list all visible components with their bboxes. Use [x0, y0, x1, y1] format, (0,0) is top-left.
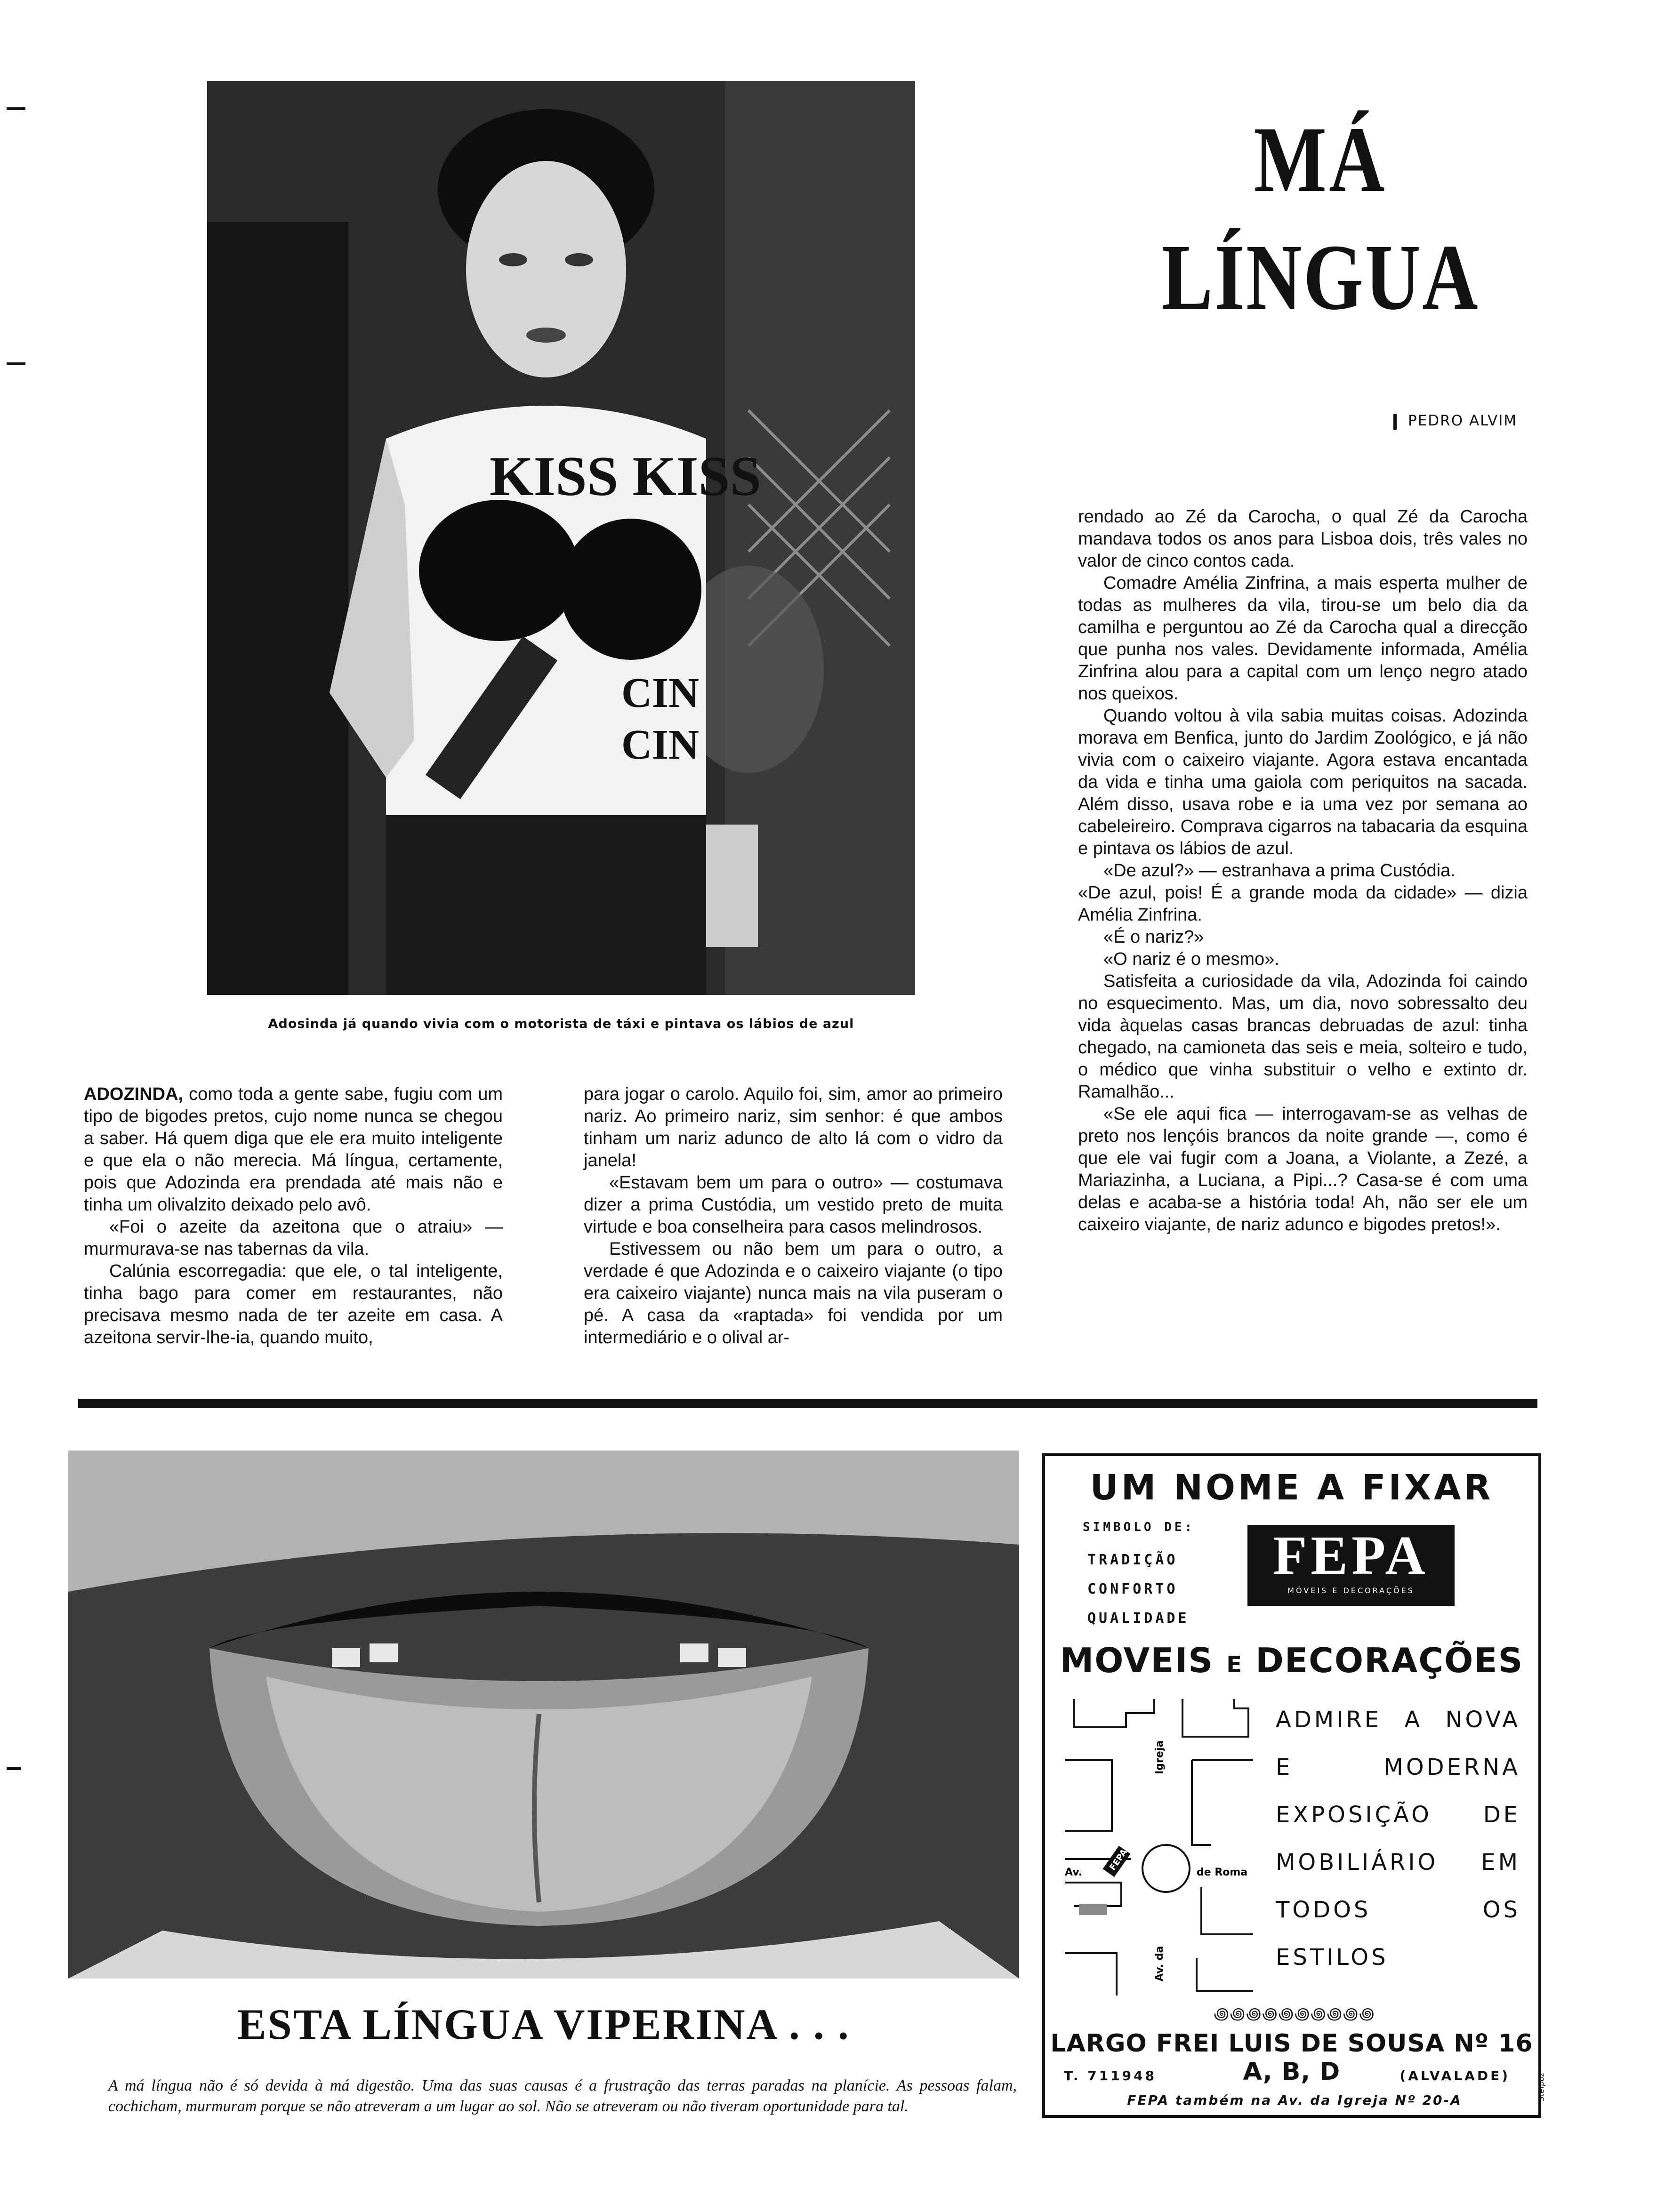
ad-word: CONFORTO — [1087, 1581, 1178, 1597]
lead-text: como toda a gente sabe, fugiu com um tipo de bigodes pretos, cujo nome nunca se chegou a saber. Há quem diga que ele era muito inteligente e que ela o não merecia. Má língua, certamente, pois que Adozinda era prendada até mais não e tinha um olivalzito deixado pelo avô. — [84, 1084, 503, 1215]
ad-moveis-word: MOVEIS — [1060, 1641, 1214, 1680]
article-column-2 — [584, 1083, 1003, 1349]
ad-moveis-heading — [1045, 1641, 1538, 1680]
paragraph: Quando voltou à vila sabia muitas coisas. Adozinda morava em Benfica, junto do Jardim Zoológico, e já não vivia com o caixeiro viajante. Agora estava encantada da vida e tinha uma gaiola com periquitos na sacada. Além disso, usava robe e ia uma vez por semana ao cabeleireiro. Comprava cigarros na tabacaria da esquina e pintava os lábios de azul. — [1078, 706, 1528, 858]
ad-tagline-line: ESTILOS — [1276, 1944, 1389, 1971]
location-map — [1055, 1690, 1263, 2000]
photo-caption: Adosinda já quando vivia com o motorista de táxi e pintava os lábios de azul — [268, 1017, 854, 1031]
ad-area: (ALVALADE) — [1400, 2068, 1510, 2084]
article-photo-woman — [207, 81, 915, 995]
fepa-logo-text: FEPA — [1273, 1524, 1429, 1586]
margin-mark — [7, 107, 25, 110]
ad-tagline-line: E MODERNA — [1276, 1754, 1520, 1780]
title-line-1: MÁ — [1254, 108, 1387, 212]
paragraph: «O nariz é o mesmo». — [1103, 949, 1279, 969]
map-av-da-label: Av. da — [1154, 1946, 1166, 1981]
ad-word: QUALIDADE — [1087, 1610, 1190, 1627]
paragraph: Comadre Amélia Zinfrina, a mais esperta mulher de todas as mulheres da vila, tirou-se um belo dia da camilha e perguntou ao Zé da Carocha qual a direcção que punha nos vales. Devidamente informada, Amélia Zinfrina alou para a capital com um lenço negro atado nos queixos. — [1078, 573, 1528, 704]
ad-phone: T. 711948 — [1064, 2068, 1157, 2084]
shirt-text-cin2: CIN — [621, 721, 700, 768]
article-column-3 — [1078, 506, 1528, 1236]
paragraph: «De azul?» — estranhava a prima Custódia. — [1103, 861, 1456, 881]
shirt-text-kiss: KISS KISS — [490, 445, 762, 507]
paragraph: para jogar o carolo. Aquilo foi, sim, amor ao primeiro nariz. Ao primeiro nariz, sim senhor: é que ambos tinham um nariz adunco de alto lá com o vidro da janela! — [584, 1084, 1003, 1170]
map-av-label: Av. — [1065, 1867, 1083, 1878]
bottom-heading: ESTA LÍNGUA VIPERINA . . . — [237, 2000, 850, 2048]
paragraph: «É o nariz?» — [1103, 927, 1204, 947]
byline-mark — [1393, 414, 1397, 430]
paragraph: «Estavam bem um para o outro» — costumava dizer a prima Custódia, um vestido preto de muita virtude e boa conselheira para casos melindrosos. — [584, 1173, 1003, 1237]
ad-tagline-line: EXPOSIÇÃO DE — [1276, 1802, 1520, 1828]
ad-ornament: ꩜꩜꩜꩜꩜꩜꩜꩜꩜꩜ — [1214, 2004, 1375, 2023]
ad-moveis-e: E — [1226, 1651, 1243, 1678]
article-title — [1097, 108, 1544, 329]
author-name: PEDRO ALVIM — [1408, 412, 1518, 429]
fepa-logo — [1247, 1525, 1455, 1606]
map-roma-label: de Roma — [1197, 1867, 1248, 1878]
ad-tagline-line: TODOS OS — [1276, 1897, 1520, 1923]
margin-mark — [7, 362, 25, 365]
byline — [1393, 412, 1517, 430]
map-igreja-label: Igreja — [1154, 1740, 1166, 1774]
ad-symbol-label: SIMBOLO DE: — [1083, 1520, 1195, 1534]
ad-word: TRADIÇÃO — [1087, 1552, 1178, 1568]
ad-symbol-words — [1087, 1546, 1190, 1633]
tongue-photo — [68, 1451, 1019, 1979]
paragraph: Calúnia escorregadia: que ele, o tal inteligente, tinha bago para comer em restaurantes, não precisava mesmo nada de ter azeite em casa. A azeitona servir-lhe-ia, quando muito, — [84, 1261, 503, 1347]
section-divider — [78, 1399, 1537, 1408]
paragraph: rendado ao Zé da Carocha, o qual Zé da Carocha mandava todos os anos para Lisboa dois, três vales no valor de cinco contos cada. — [1078, 507, 1528, 571]
ad-address: LARGO FREI LUIS DE SOUSA Nº 16 A, B, D — [1050, 2029, 1533, 2086]
shirt-text-cin: CIN — [621, 670, 700, 716]
article-column-1 — [84, 1083, 503, 1349]
lead-word: ADOZINDA, — [84, 1084, 184, 1104]
paragraph: «Foi o azeite da azeitona que o atraiu» — murmurava-se nas tabernas da vila. — [84, 1217, 503, 1259]
lead-paragraph — [84, 1083, 503, 1216]
fepa-advertisement — [1042, 1453, 1545, 2118]
bottom-caption: A má língua não é só devida à má digestão. Uma das suas causas é a frustração das terras paradas na planície. As pessoas falam, cochicham, murmuram porque se não atreveram a um lugar ao sol. Não se atreveram ou não tiveram oportunidade para tal. — [108, 2077, 1017, 2115]
paragraph: Estivessem ou não bem um para o outro, a verdade é que Adozinda e o caixeiro viajante (o tipo era caixeiro viajante) nunca mais na vila puseram o pé. A casa da «raptada» foi vendida por um intermediário e o olival ar- — [584, 1239, 1003, 1347]
paragraph: Satisfeita a curiosidade da vila, Adozinda foi caindo no esquecimento. Mas, um dia, novo sobressalto deu vida àquelas casas brancas debruadas de azul: tinha chegado, na camioneta das seis e meia, solteiro e tudo, o médico que vinha substituir o velho e extinto dr. Ramalhão... — [1078, 971, 1528, 1102]
title-line-2: LÍNGUA — [1161, 225, 1480, 329]
fepa-logo-subtitle: MÓVEIS E DECORAÇÕES — [1287, 1586, 1415, 1595]
ad-credit: Stefpoz — [1536, 2073, 1545, 2101]
ad-tagline-line: MOBILIÁRIO EM — [1276, 1849, 1520, 1875]
ad-tagline — [1276, 1696, 1520, 1981]
ad-tagline-line: ADMIRE A NOVA — [1276, 1707, 1520, 1733]
ad-footer: FEPA também na Av. da Igreja Nº 20-A — [1127, 2092, 1462, 2108]
paragraph: «De azul, pois! É a grande moda da cidade» — dizia Amélia Zinfrina. — [1078, 883, 1528, 925]
ad-title: UM NOME A FIXAR — [1090, 1467, 1494, 1508]
paragraph: «Se ele aqui fica — interrogavam-se as velhas de preto nos lençóis brancos da noite grande —, como é que ele vai fugir com a Joana, a Violante, a Zezé, a Mariazinha, a Luciana, a Pipi...? Casa-se é com uma delas e acaba-se a história toda! Ah, não ser ele um caixeiro viajante, de nariz adunco e bigodes pretos!». — [1078, 1104, 1528, 1234]
map-fepa-label: FEPA — [1108, 1847, 1130, 1873]
ad-decoracoes-word: DECORAÇÕES — [1255, 1641, 1524, 1680]
margin-mark — [7, 1767, 21, 1770]
